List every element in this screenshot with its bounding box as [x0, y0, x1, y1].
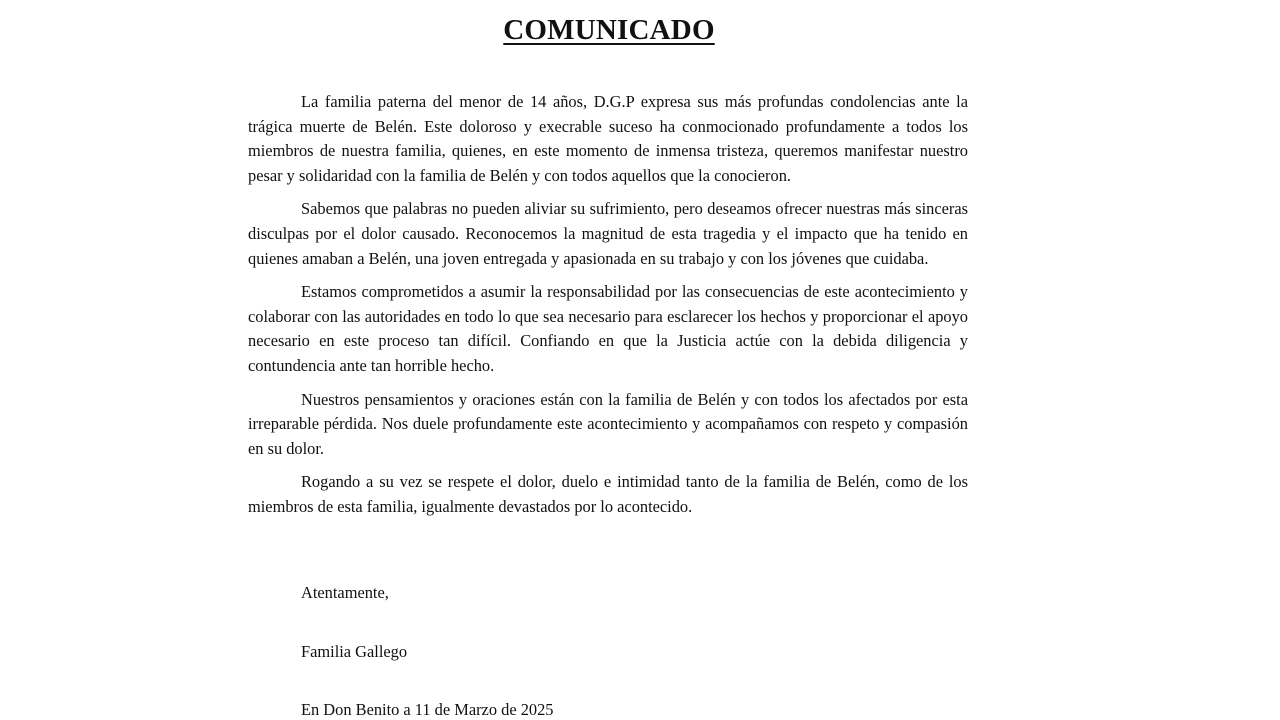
place-and-date: En Don Benito a 11 de Marzo de 2025: [301, 700, 554, 719]
signature: Familia Gallego: [301, 642, 408, 661]
paragraph-apology: Sabemos que palabras no pueden aliviar su sufrimiento, pero deseamos ofrecer nuestras más sinceras disculpas por el dolor causado. Reconocemos la magnitud de esta tragedia y el impacto que ha tenido en quienes amaban a Belén, una joven entregada y apasionada en su trabajo y con los jóvenes que cuidaba.: [248, 199, 968, 268]
document-body: [248, 90, 968, 529]
paragraph-request: Rogando a su vez se respete el dolor, duelo e intimidad tanto de la familia de Belén, como de los miembros de esta familia, igualmente devastados por lo acontecido.: [248, 472, 968, 516]
paragraph-condolences: La familia paterna del menor de 14 años, D.G.P expresa sus más profundas condolencias ante la trágica muerte de Belén. Este doloroso y execrable suceso ha conmocionado profundamente a todos los miembros de nuestra familia, quienes, en este momento de inmensa tristeza, queremos manifestar nuestro pesar y solidaridad con la familia de Belén y con todos aquellos que la conocieron.: [248, 92, 968, 185]
closing-salutation: Atentamente,: [301, 583, 389, 602]
paragraph-thoughts: Nuestros pensamientos y oraciones están con la familia de Belén y con todos los afectados por esta irreparable pérdida. Nos duele profundamente este acontecimiento y acompañamos con respeto y compasión en su dolor.: [248, 389, 968, 458]
document-title: COMUNICADO: [503, 14, 715, 46]
paragraph-commitment: Estamos comprometidos a asumir la responsabilidad por las consecuencias de este acontecimiento y colaborar con las autoridades en todo lo que sea necesario para esclarecer los hechos y proporcionar el apoyo necesario en este proceso tan difícil. Confiando en que la Justicia actúe con la debida diligencia y contundencia ante tan horrible hecho.: [248, 282, 968, 375]
